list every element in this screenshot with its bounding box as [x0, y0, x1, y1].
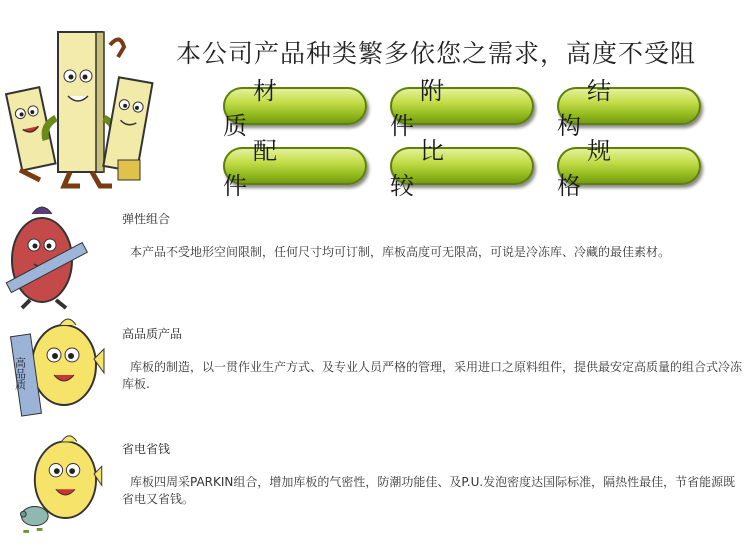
page-headline: 本公司产品种类繁多依您之需求，高度不受阻 — [176, 39, 697, 68]
nav-button-material[interactable]: 材 质 — [223, 87, 367, 125]
nav-button-specs[interactable]: 规 格 — [557, 147, 701, 185]
sign-text: 高品质 — [13, 357, 27, 390]
nav-button-structure[interactable]: 结 构 — [557, 87, 701, 125]
nav-button-accessories[interactable]: 附 件 — [390, 87, 534, 125]
section-title: 省电省钱 — [122, 442, 171, 456]
panel-mascots-icon — [0, 20, 160, 190]
bean-mascot-icon — [0, 200, 105, 310]
fish-mascot-piggybank-icon — [0, 430, 105, 540]
nav-button-fittings[interactable]: 配 件 — [223, 147, 367, 185]
section-energy-saving — [0, 430, 752, 550]
fish-mascot-sign-icon — [0, 315, 105, 425]
section-body: 本产品不受地形空间限制，任何尺寸均可订制，库板高度可无限高，可说是冷冻库、冷藏的最佳素材。 — [130, 245, 671, 259]
section-body: 库板四周采PARKIN组合，增加库板的气密性，防潮功能佳、及P.U.发泡密度达国际标准，隔热性最佳，节省能源既省电又省钱。 — [122, 475, 736, 506]
section-title: 弹性组合 — [122, 212, 171, 226]
section-body: 库板的制造，以一贯作业生产方式、及专业人员严格的管理，采用进口之原料组件，提供最安定高质量的组合式冷冻库板. — [122, 360, 743, 391]
section-title: 高品质产品 — [122, 327, 183, 341]
nav-button-comparison[interactable]: 比 较 — [390, 147, 534, 185]
section-flexible-assembly — [0, 200, 752, 315]
section-high-quality — [0, 315, 752, 430]
